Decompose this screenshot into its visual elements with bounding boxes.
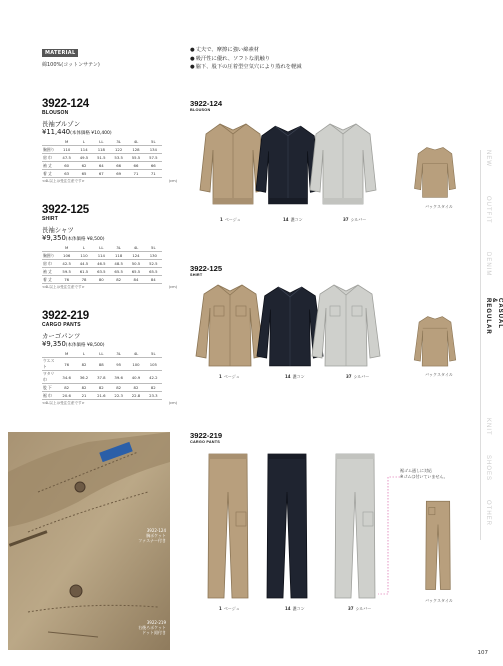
caption-silver: 37 シルバー: [346, 374, 370, 379]
feature-list: [190, 46, 302, 72]
size-note: <4L以上は受注生産です>: [42, 285, 85, 289]
product-name: 長袖シャツ: [42, 226, 74, 234]
size-unit: (cm): [168, 285, 177, 289]
product-block-cargo: [42, 310, 177, 406]
pants-beige-image: [207, 452, 249, 602]
size-note: <4L以上は受注生産です>: [42, 179, 85, 183]
panel-sub: SHIRT: [190, 273, 203, 277]
caption-beige: 1 ベージュ: [220, 217, 241, 222]
product-price: ¥9,350(本体価格 ¥8,500): [42, 340, 105, 348]
product-sub: SHIRT: [42, 216, 58, 222]
size-table: M L LL 3L 4L 5L 胸囲り 106 110 114 118 124 130 肩 巾 42.5 44.5 46.5 48.5 50.5 52.5 袖 丈 59.5 61.5 63.5 65.5 65.5 65.5 着 丈 76 78 80 82 84 84: [42, 244, 162, 284]
material-text: 綿100%(コットンサテン): [42, 62, 100, 68]
side-nav-item-casual-regular[interactable]: CASUAL & REGULAR: [485, 298, 503, 335]
feature-item: ● 吸汗性に優れ、ソフトな肌触り: [190, 55, 302, 64]
shirt-silver-image: [310, 282, 382, 368]
product-code: 3922-219: [42, 310, 89, 322]
pants-silver-image: [334, 452, 376, 602]
product-code: 3922-125: [42, 204, 89, 216]
caption-silver: 37 シルバー: [343, 217, 367, 222]
panel-code: 3922-219: [190, 431, 223, 440]
panel-sub: CARGO PANTS: [190, 440, 220, 444]
caption-navy: 14 濃コン: [285, 374, 305, 379]
shirt-back-image: [413, 314, 457, 368]
product-name: 長袖ブルゾン: [42, 120, 81, 128]
side-nav-item-denim[interactable]: DENIM: [485, 252, 491, 277]
side-nav-item-knit[interactable]: KNIT: [485, 418, 491, 436]
pants-navy-image: [266, 452, 308, 602]
fabric-detail-photo: [8, 432, 170, 650]
caption-beige: 1 ベージュ: [219, 374, 240, 379]
material-label: MATERIAL: [42, 49, 78, 57]
product-name: カーゴパンツ: [42, 332, 81, 340]
detail-note-2: 3922-219 右後ろポケット ドット釦付き: [138, 620, 166, 635]
feature-item: ● 丈夫で、摩擦に強い綿素材: [190, 46, 302, 55]
product-block-shirt: [42, 204, 177, 290]
caption-beige: 1 ベージュ: [219, 606, 240, 611]
size-unit: (cm): [168, 401, 177, 405]
product-block-blouson: [42, 98, 177, 184]
panel-sub: BLOUSON: [190, 108, 211, 112]
page-number: 107: [477, 650, 488, 656]
product-price: ¥11,440(本体価格 ¥10,400): [42, 128, 112, 136]
caption-navy: 14 濃コン: [285, 606, 305, 611]
size-unit: (cm): [168, 179, 177, 183]
caption-back: バックスタイル: [425, 598, 453, 603]
detail-note-1: 3922-124 胸ポケット ファスナー付き: [138, 528, 166, 543]
size-note: <4L以上は受注生産です>: [42, 401, 85, 405]
caption-back: バックスタイル: [425, 372, 453, 377]
feature-item: ● 脇下、股下の圧着型空気穴により蒸れを軽減: [190, 63, 302, 72]
side-nav-item-shoes[interactable]: SHOES: [485, 455, 491, 482]
size-table: M L LL 3L 4L 5L 胸囲り 110 114 118 122 128 134 肩 巾 47.5 49.5 51.5 53.5 55.5 57.5 袖 丈 60 62 64 66 66 66 着 丈 63 65 67 69 71 71: [42, 138, 162, 178]
blouson-silver-image: [308, 120, 378, 210]
hem-callout-line: [376, 476, 440, 604]
caption-navy: 14 濃コン: [283, 217, 303, 222]
side-nav-item-outfit[interactable]: OUTFIT: [485, 196, 491, 224]
hem-callout: 裾ゴム通しに対応 ※ゴムは付いていません。: [400, 468, 448, 479]
side-nav-line: [480, 150, 481, 540]
caption-back: バックスタイル: [425, 204, 453, 209]
panel-code: 3922-125: [190, 264, 223, 273]
product-sub: CARGO PANTS: [42, 322, 81, 328]
caption-silver: 37 シルバー: [348, 606, 372, 611]
size-table: M L LL 3L 4L 5L ウエスト 76 82 88 95 100 105 ワタリ巾 34.6 36.2 37.8 39.6 40.9 42.2 股 下 82 82 82 82 82 82 裾 巾 20.6 21 21.6 22.3 22.8 23.3: [42, 350, 162, 400]
product-sub: BLOUSON: [42, 110, 69, 116]
blouson-back-image: [412, 145, 458, 201]
side-nav-item-other[interactable]: OTHER: [485, 500, 491, 526]
product-price: ¥9,350(本体価格 ¥8,500): [42, 234, 105, 242]
side-nav-item-new[interactable]: NEW: [485, 150, 491, 167]
panel-code: 3922-124: [190, 99, 223, 108]
product-code: 3922-124: [42, 98, 89, 110]
